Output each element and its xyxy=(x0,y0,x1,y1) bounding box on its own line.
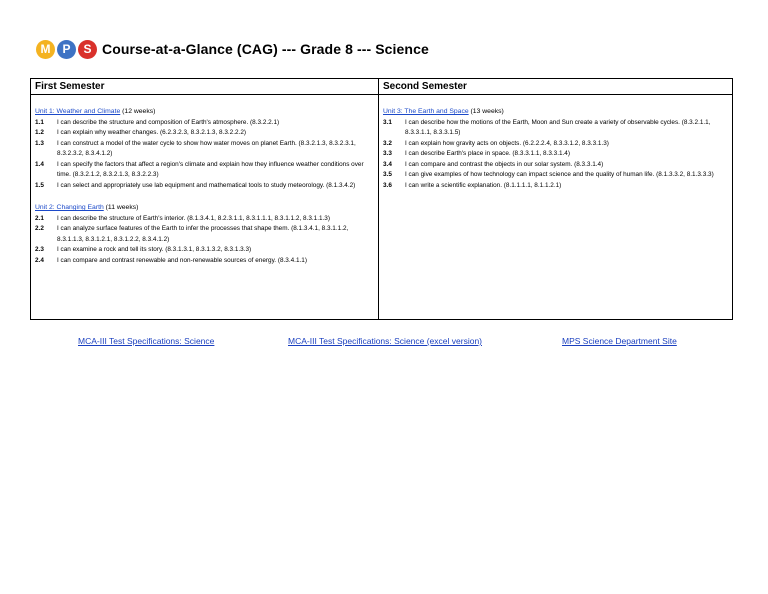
unit-3 xyxy=(383,107,728,191)
target-number: 3.1 xyxy=(383,118,392,126)
footer-links xyxy=(0,336,768,348)
column-header-second-semester: Second Semester xyxy=(379,79,732,95)
target-text: I can explain why weather changes. (6.2.3.2.3, 8.3.2.1.3, 8.3.2.2.2) xyxy=(57,129,246,136)
learning-target xyxy=(383,118,728,139)
page-header xyxy=(36,36,429,62)
target-text: I can give examples of how technology can impact science and the quality of human life. (8.1.3.3.2, 8.1.3.3.3) xyxy=(405,171,714,178)
target-number: 2.4 xyxy=(35,256,44,264)
target-text: I can describe the structure of Earth's interior. (8.1.3.4.1, 8.2.3.1.1, 8.3.1.1.1, 8.3.1.1.2, 8.3.1.1.3) xyxy=(57,214,330,222)
target-text: I can analyze surface features of the Earth to infer the processes that shape them. (8.1.3.4.1, 8.3.1.1.2, 8.3.1.1.3, 8.3.1.2.1, 8.3.1.2.2, 8.3.4.1.2) xyxy=(57,225,349,243)
target-text: I can compare and contrast renewable and non-renewable sources of energy. (8.3.4.1.1) xyxy=(57,256,307,264)
learning-target xyxy=(383,149,728,160)
learning-target xyxy=(383,139,728,150)
target-text: I can write a scientific explanation. (8.1.1.1.1, 8.1.1.2.1) xyxy=(405,181,562,189)
target-number: 1.5 xyxy=(35,181,44,189)
unit-heading xyxy=(35,107,374,118)
target-number: 1.4 xyxy=(35,160,44,168)
target-text: I can select and appropriately use lab equipment and mathematical tools to study meteorology. (8.1.3.4.2) xyxy=(57,181,356,189)
second-semester-cell xyxy=(379,95,732,319)
target-number: 1.2 xyxy=(35,129,44,136)
logo-m: M xyxy=(36,40,55,59)
learning-target xyxy=(35,139,374,160)
learning-target xyxy=(35,256,374,267)
target-number: 2.1 xyxy=(35,214,44,222)
logo-p: P xyxy=(57,40,76,59)
unit-1-link[interactable]: Unit 1: Weather and Climate xyxy=(35,108,121,115)
column-header-first-semester: First Semester xyxy=(31,79,379,95)
unit-heading xyxy=(383,107,728,118)
learning-target xyxy=(35,160,374,181)
target-number: 2.3 xyxy=(35,246,44,253)
target-number: 1.3 xyxy=(35,139,44,147)
target-number: 3.4 xyxy=(383,160,392,168)
logo-s: S xyxy=(78,40,97,59)
mca-test-specs-excel-link[interactable]: MCA-III Test Specifications: Science (excel version) xyxy=(288,336,482,346)
target-text: I can describe Earth's place in space. (8.3.3.1.1, 8.3.3.1.4) xyxy=(405,150,570,157)
learning-target xyxy=(35,245,374,256)
learning-target xyxy=(383,160,728,171)
unit-duration: (13 weeks) xyxy=(468,108,504,115)
unit-duration: (12 weeks) xyxy=(120,108,156,115)
learning-target xyxy=(35,214,374,225)
target-text: I can examine a rock and tell its story. (8.3.1.3.1, 8.3.1.3.2, 8.3.1.3.3) xyxy=(57,246,252,253)
unit-1 xyxy=(35,107,374,191)
target-text: I can describe the structure and composition of Earth's atmosphere. (8.3.2.2.1) xyxy=(57,118,280,126)
unit-duration: (11 weeks) xyxy=(103,204,139,211)
first-semester-cell xyxy=(31,95,379,319)
target-text: I can describe how the motions of the Earth, Moon and Sun create a variety of observable cycles. (8.3.2.1.1, 8.3.3.1.1, 8.3.3.1.5) xyxy=(405,118,711,136)
learning-target xyxy=(383,170,728,181)
unit-3-link[interactable]: Unit 3: The Earth and Space xyxy=(383,108,469,115)
target-text: I can construct a model of the water cycle to show how water moves on planet Earth. (8.3.2.1.3, 8.3.2.3.1, 8.3.2.3.2, 8.3.4.1.2) xyxy=(57,139,356,157)
target-text: I can compare and contrast the objects in our solar system. (8.3.3.1.4) xyxy=(405,160,604,168)
learning-target xyxy=(35,181,374,192)
target-text: I can specify the factors that affect a region's climate and explain how they influence weather conditions over time. (8.3.2.1.2, 8.3.2.1.3, 8.3.2.2.3) xyxy=(57,160,364,178)
target-number: 3.3 xyxy=(383,150,392,157)
target-number: 3.6 xyxy=(383,181,392,189)
cag-table xyxy=(30,78,733,320)
target-number: 2.2 xyxy=(35,225,44,232)
target-number: 1.1 xyxy=(35,118,44,126)
learning-target xyxy=(35,118,374,129)
unit-heading xyxy=(35,203,374,214)
target-number: 3.5 xyxy=(383,171,392,178)
mps-logo xyxy=(36,40,99,59)
mca-test-specs-link[interactable]: MCA-III Test Specifications: Science xyxy=(78,336,215,346)
learning-target xyxy=(35,128,374,139)
learning-target xyxy=(383,181,728,192)
target-number: 3.2 xyxy=(383,139,392,147)
page-title: Course-at-a-Glance (CAG) --- Grade 8 --- Science xyxy=(102,41,429,57)
learning-target xyxy=(35,224,374,245)
unit-2-link[interactable]: Unit 2: Changing Earth xyxy=(35,204,104,211)
unit-2 xyxy=(35,203,374,266)
mps-science-site-link[interactable]: MPS Science Department Site xyxy=(562,336,677,346)
target-text: I can explain how gravity acts on objects. (6.2.2.2.4, 8.3.3.1.2, 8.3.3.1.3) xyxy=(405,139,609,147)
